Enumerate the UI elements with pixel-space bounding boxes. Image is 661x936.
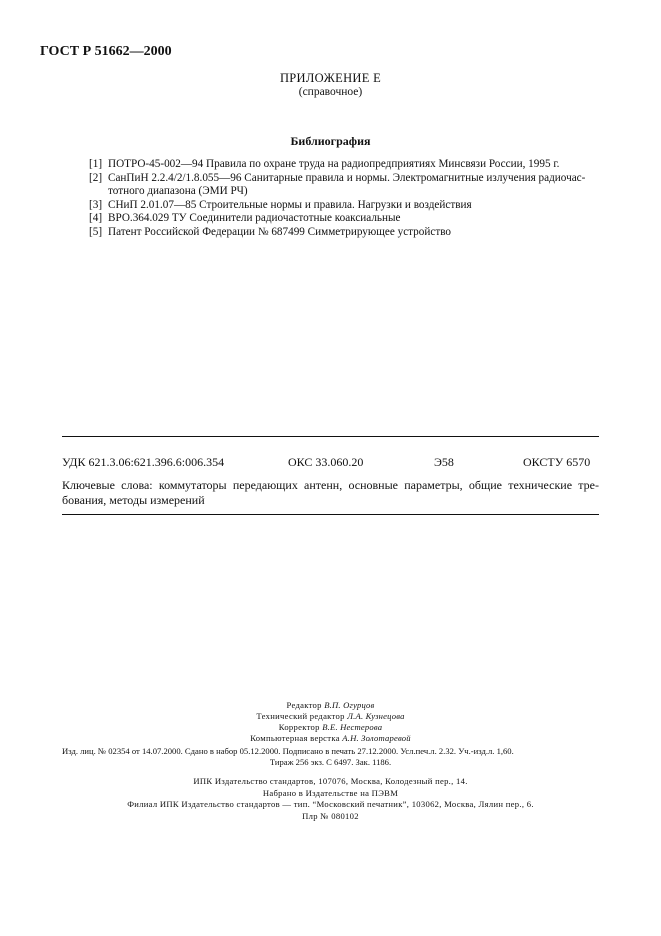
udk-code: УДК 621.3.06:621.396.6:006.354 [62, 455, 225, 469]
bibliography-item-text: СанПиН 2.2.4/2/1.8.055—96 Санитарные правила и нормы. Электромагнитные излучения радиочастотного диапазона (ЭМИ РЧ) [108, 171, 586, 198]
credit-name: В.Е. Нестерова [322, 722, 383, 732]
credit-role: Компьютерная верстка [250, 733, 340, 743]
bibliography-item-text: ПОТРО-45-002—94 Правила по охране труда на радиопредприятиях Минсвязи России, 1995 г. [108, 158, 560, 170]
bibliography-item [89, 226, 609, 240]
credit-name: А.Н. Золотаревой [342, 733, 411, 743]
bibliography-item [89, 199, 609, 213]
oks-code: ОКС 33.060.20 [288, 455, 364, 469]
imprint-line: Изд. лиц. № 02354 от 14.07.2000. Сдано в набор 05.12.2000. Подписано в печать 27.12.2000. Усл.печ.л. 2.32. Уч.-изд.л. 1,60. [62, 746, 514, 756]
credit-line [0, 711, 661, 722]
imprint-line: Тираж 256 экз. С 6497. Зак. 1186. [269, 757, 392, 767]
imprint [62, 746, 622, 767]
appendix-title: ПРИЛОЖЕНИЕ Е [279, 71, 382, 85]
credit-role: Технический редактор [256, 711, 345, 721]
bibliography-item [89, 158, 609, 172]
publisher-line: ИПК Издательство стандартов, 107076, Москва, Колодезный пер., 14. [193, 776, 468, 786]
credit-line [0, 722, 661, 733]
bibliography-item-number: [3] [89, 198, 103, 211]
bibliography-item-text: Патент Российской Федерации № 687499 Симметрирующее устройство [108, 225, 452, 238]
publisher-line: Филиал ИПК Издательство стандартов — тип. “Московский печатник”, 103062, Москва, Лялин пер., 6. [127, 799, 534, 809]
okstu-code: ОКСТУ 6570 [523, 455, 591, 469]
bibliography-item-number: [1] [89, 158, 103, 170]
bibliography-list [89, 158, 609, 240]
bibliography-item [89, 212, 609, 226]
top-divider [62, 436, 599, 437]
bottom-divider [62, 514, 599, 515]
publisher-line: Набрано в Издательстве на ПЭВМ [262, 787, 399, 798]
bibliography-item-text: ВРО.364.029 ТУ Соединители радиочастотные коаксиальные [108, 212, 401, 225]
credit-name: В.П. Огурцов [324, 700, 375, 710]
bibliography-item-text: СНиП 2.01.07—85 Строительные нормы и правила. Нагрузки и воздействия [108, 198, 472, 211]
publisher-line: Плр № 080102 [302, 810, 359, 821]
credit-line [0, 700, 661, 711]
bibliography-item-number: [2] [89, 171, 103, 184]
appendix-subtitle: (справочное) [298, 86, 363, 98]
bibliography-item [89, 172, 609, 199]
bibliography-heading: Библиография [290, 134, 371, 148]
credit-role: Корректор [278, 722, 320, 732]
e-code: Э58 [434, 455, 454, 469]
credit-name: Л.А. Кузнецова [347, 711, 405, 721]
credit-line [0, 733, 661, 744]
credit-role: Редактор [286, 700, 322, 710]
bibliography-item-number: [5] [89, 225, 103, 238]
bibliography-item-number: [4] [89, 212, 103, 225]
keywords: Ключевые слова: коммутаторы передающих антенн, основные параметры, общие технические требования, методы измерений [62, 478, 599, 507]
document-code: ГОСТ Р 51662—2000 [40, 44, 172, 59]
